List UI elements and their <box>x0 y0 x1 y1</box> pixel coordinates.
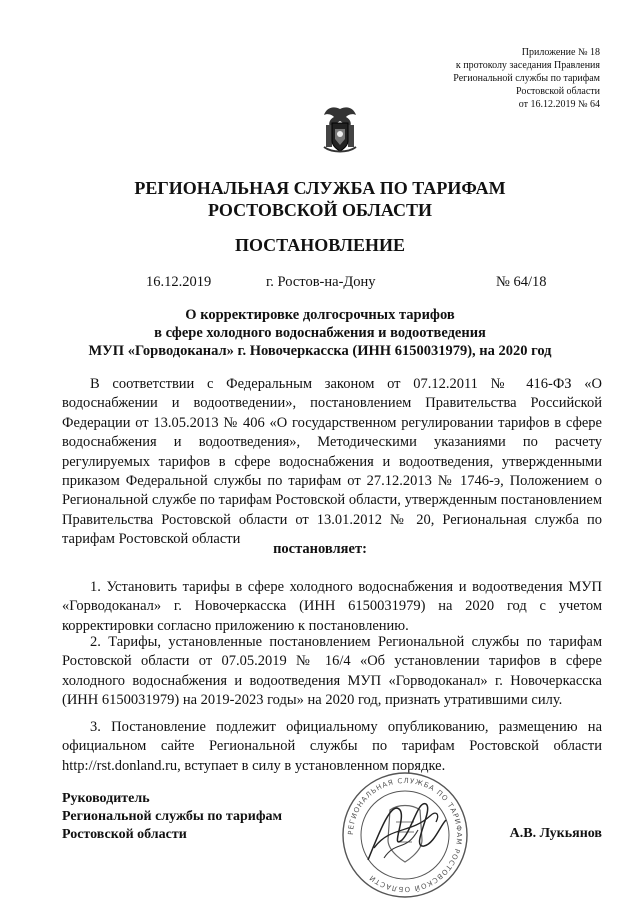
subject-line: О корректировке долгосрочных тарифов <box>185 307 455 323</box>
decree-item-1: 1. Установить тарифы в сфере холодного водоснабжения и водоотведения МУП «Горводоканал» г. Новочеркасска (ИНН 6150031979) на 2020 год с учетом корректировки согласно приложению к постановлению. <box>62 579 602 634</box>
handwritten-signature-icon <box>368 804 446 860</box>
organization-name <box>0 177 640 221</box>
coat-of-arms-icon <box>318 103 362 155</box>
org-line: РЕГИОНАЛЬНАЯ СЛУЖБА ПО ТАРИФАМ <box>134 178 506 198</box>
annex-line: Региональной службы по тарифам <box>453 73 600 84</box>
signer-title-line: Ростовской области <box>62 827 187 842</box>
document-type: ПОСТАНОВЛЕНИЕ <box>234 235 406 255</box>
annex-line: к протоколу заседания Правления <box>455 60 600 71</box>
seal-text: РЕГИОНАЛЬНАЯ СЛУЖБА ПО ТАРИФАМ РОСТОВСКОЙ ОБЛАСТИ <box>346 776 464 894</box>
document-subject <box>0 306 640 360</box>
document-number: № 64/18 <box>496 274 547 290</box>
signer-title-line: Руководитель <box>62 791 150 806</box>
preamble-paragraph: В соответствии с Федеральным законом от 07.12.2011 № 416-ФЗ «О водоснабжении и водоотведении», постановлением Правительства Российской Федерации от 13.05.2013 № 406 «О государственном регулировании тарифов в сфере водоснабжения и водоотведения», Методическими указаниями по расчету регулируемых тарифов в сфере водоснабжения и водоотведения, утвержденными приказом Федеральной службы по тарифам от 27.12.2013 № 1746-э, Положением о Региональной службе по тарифам Ростовской области, утвержденным постановлением Правительства Ростовской области от 13.01.2012 № 20, Региональная служба по тарифам Ростовской области <box>62 376 602 548</box>
annex-reference <box>453 46 600 111</box>
official-seal-icon <box>340 770 470 900</box>
decree-word: постановляет: <box>273 541 367 557</box>
org-line: РОСТОВСКОЙ ОБЛАСТИ <box>208 200 432 220</box>
signer-title <box>62 790 282 844</box>
signer-name: А.В. Лукьянов <box>509 826 602 841</box>
document-city: г. Ростов-на-Дону <box>266 274 376 290</box>
annex-line: Ростовской области <box>516 86 600 97</box>
subject-line: в сфере холодного водоснабжения и водоотведения <box>154 325 486 341</box>
decree-item-2: 2. Тарифы, установленные постановлением Региональной службы по тарифам Ростовской области от 07.05.2019 № 16/4 «Об установлении тарифов в сфере холодного водоснабжения и водоотведения МУП «Горводоканал» г. Новочеркасска (ИНН 6150031979) на 2019-2023 годы» на 2020 год, признать утратившими силу. <box>62 634 602 709</box>
subject-line: МУП «Горводоканал» г. Новочеркасска (ИНН 6150031979), на 2020 год <box>88 343 552 359</box>
decree-item-3: 3. Постановление подлежит официальному опубликованию, размещению на официальном сайте Региональной службы по тарифам Ростовской области http://rst.donland.ru, вступает в силу в установленном порядке. <box>62 719 602 774</box>
annex-line: Приложение № 18 <box>521 47 600 58</box>
document-date: 16.12.2019 <box>146 274 212 290</box>
signer-title-line: Региональной службы по тарифам <box>62 809 283 824</box>
annex-line: от 16.12.2019 № 64 <box>518 99 600 110</box>
